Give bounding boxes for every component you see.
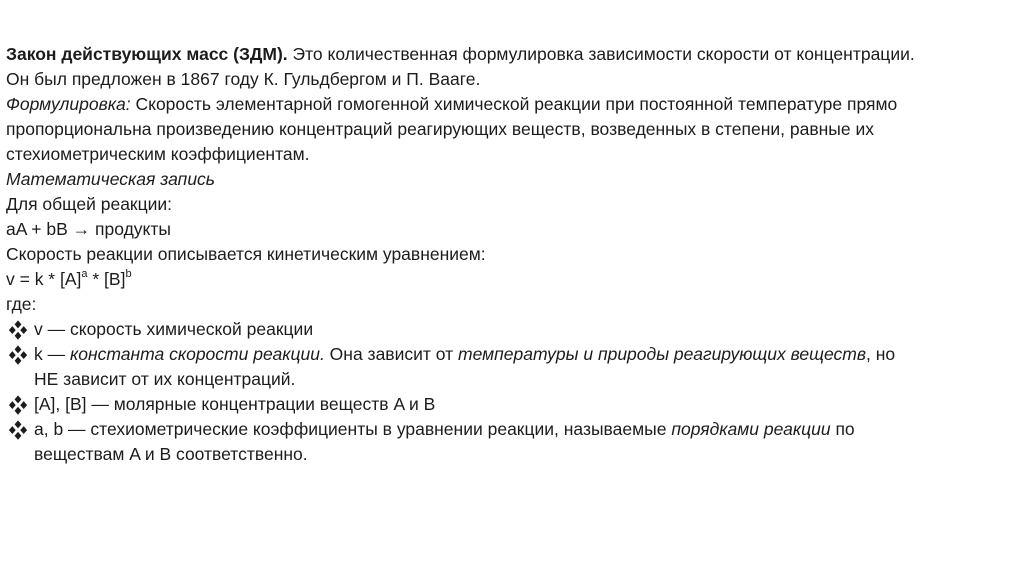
bullet-item-concentrations xyxy=(6,392,1016,417)
bullet-text: [A], [B] — молярные концентрации веществ A и B xyxy=(34,394,436,414)
reaction-equation: aA + bB → продукты xyxy=(6,219,171,239)
bullet-text: Она зависит от xyxy=(324,344,459,364)
intro-line-1 xyxy=(6,42,1016,67)
bullet-italic-text: константа скорости реакции. xyxy=(69,344,325,364)
kinetic-equation xyxy=(6,267,1016,292)
bullet-continuation: НЕ зависит от их концентраций. xyxy=(34,369,296,389)
general-reaction-label: Для общей реакции: xyxy=(6,194,173,214)
bullet-item-velocity xyxy=(6,317,1016,342)
bullet-text: a, b — стехиометрические коэффициенты в уравнении реакции, называемые xyxy=(34,419,672,439)
where-label: где: xyxy=(6,294,37,314)
intro-text: Это количественная формулировка зависимости скорости от концентрации. xyxy=(287,44,915,64)
formulation-line-1 xyxy=(6,92,1016,117)
bullet-text: v — скорость химической реакции xyxy=(34,319,314,339)
bullet-item-coefficients xyxy=(6,417,1016,442)
exponent-a: a xyxy=(81,268,88,281)
bullet-text: , но xyxy=(865,344,896,364)
diamond-bullet-icon xyxy=(6,392,30,417)
formulation-line-3: стехиометрическим коэффициентам. xyxy=(6,144,310,164)
bullet-text: по xyxy=(830,419,855,439)
diamond-bullet-icon xyxy=(6,417,30,442)
intro-line-2: Он был предложен в 1867 году К. Гульдбергом и П. Вааге. xyxy=(6,69,481,89)
math-heading: Математическая запись xyxy=(6,169,216,189)
rate-description: Скорость реакции описывается кинетическим уравнением: xyxy=(6,244,486,264)
bullet-italic-text: температуры и природы реагирующих веществ xyxy=(458,344,866,364)
formulation-text: Скорость элементарной гомогенной химической реакции при постоянной температуре прямо xyxy=(130,94,898,114)
bullet-text: k — xyxy=(34,344,70,364)
formulation-line-2: пропорциональна произведению концентраций реагирующих веществ, возведенных в степени, равные их xyxy=(6,119,874,139)
bullet-item-rate-constant xyxy=(6,342,1016,367)
formulation-label: Формулировка: xyxy=(6,94,131,114)
bullet-continuation: веществам A и B соответственно. xyxy=(34,444,308,464)
diamond-bullet-icon xyxy=(6,317,30,342)
slide-content xyxy=(6,42,1016,467)
bullet-italic-text: порядками реакции xyxy=(671,419,831,439)
equation-part-2: * [B] xyxy=(87,269,126,289)
equation-part-1: v = k * [A] xyxy=(6,269,82,289)
law-title: Закон действующих масс (ЗДМ). xyxy=(6,44,288,64)
diamond-bullet-icon xyxy=(6,342,30,367)
exponent-b: b xyxy=(125,268,132,281)
